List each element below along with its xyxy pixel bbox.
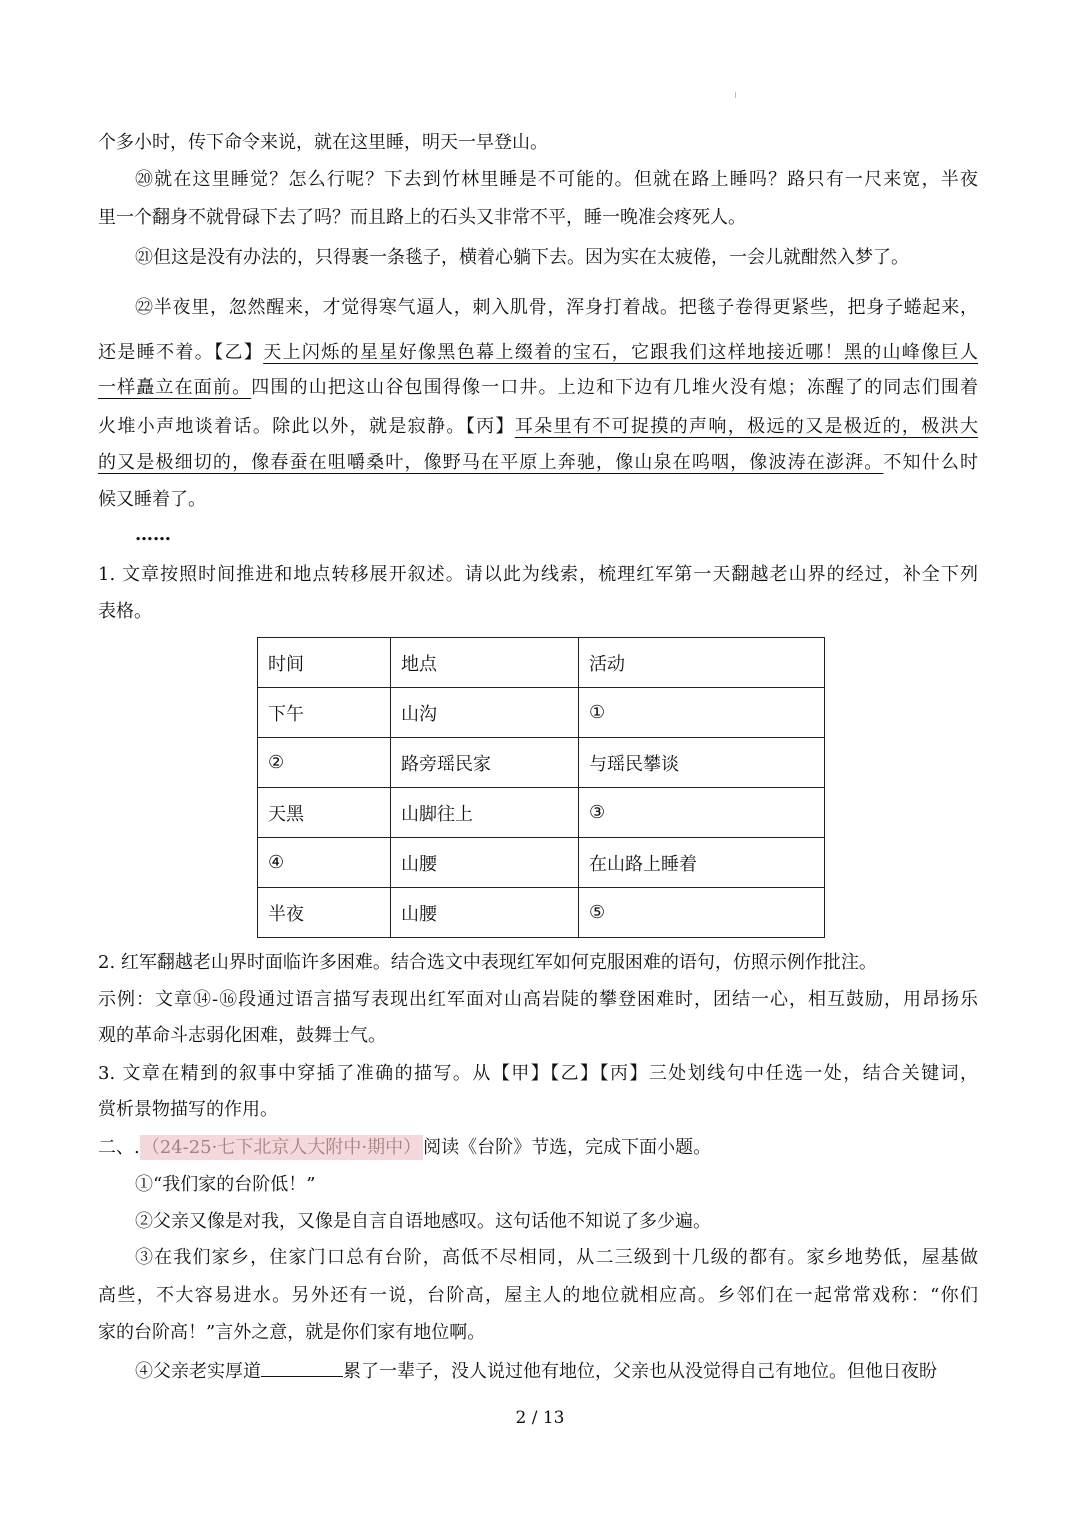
underlined-sentence-yi-end: 一样矗立在面前。: [98, 377, 252, 398]
paragraph-2: ②父亲又像是对我，又像是自言自语地感叹。这句话他不知说了多少遍。: [135, 1211, 711, 1232]
paragraph-22-line6: 候又睡着了。: [98, 489, 206, 510]
paragraph-22: ㉒半夜里，忽然醒来，才觉得寒气逼人，刺入肌骨，浑身打着战。把毯子卷得更紧些，把身子蜷起来，: [135, 297, 978, 318]
answer-table: [257, 637, 825, 938]
underlined-sentence-bing: 耳朵里有不可捉摸的声响，极远的又是极近的，极洪大: [514, 416, 979, 437]
cell: ②: [258, 738, 391, 788]
cell: ⑤: [579, 888, 825, 938]
cell: 路旁瑶民家: [391, 738, 579, 788]
question-2: 2. 红军翻越老山界时面临许多困难。结合选文中表现红军如何克服困难的语句，仿照示例作批注。: [98, 952, 877, 973]
text: 不知什么时: [883, 452, 978, 473]
section-2-heading: [98, 1136, 978, 1160]
paragraph-21: ㉑但这是没有办法的，只得裹一条毯子，横着心躺下去。因为实在太疲倦，一会儿就酣然入梦了。: [135, 247, 909, 268]
table-row: [258, 888, 825, 938]
cell: 下午: [258, 688, 391, 738]
section-instruction: 阅读《台阶》节选，完成下面小题。: [423, 1137, 712, 1158]
text: ④父亲老实厚道: [135, 1361, 261, 1382]
text: 四围的山把这山谷包围得像一口井。上边和下边有几堆火没有熄；冻醒了的同志们围着: [251, 377, 979, 398]
cell: 山脚往上: [391, 788, 579, 838]
paragraph-22-line5: [98, 451, 978, 475]
header-time: 时间: [258, 638, 391, 688]
question-3: 3. 文章在精到的叙事中穿插了准确的描写。从【甲】【乙】【丙】三处划线句中任选一处，结合关键词，: [98, 1063, 978, 1084]
fill-in-blank: [261, 1358, 343, 1377]
paragraph-22-line2: [98, 341, 978, 365]
table-row: [258, 688, 825, 738]
cell: 与瑶民攀谈: [579, 738, 825, 788]
section-number: 二、.: [98, 1137, 140, 1158]
paragraph-22-line3: [98, 376, 978, 400]
underlined-sentence-yi: 天上闪烁的星星好像黑色幕上缀着的宝石，它跟我们这样地接近哪！黑的山峰像巨人: [263, 342, 978, 363]
table-row: [258, 838, 825, 888]
paragraph-3-end: 家的台阶高！”言外之意，就是你们家有地位啊。: [98, 1322, 486, 1343]
header-activity: 活动: [579, 638, 825, 688]
cell: 天黑: [258, 788, 391, 838]
table-row: [258, 738, 825, 788]
table-row: [258, 788, 825, 838]
question-3-cont: 赏析景物描写的作用。: [98, 1099, 278, 1120]
cell: ④: [258, 838, 391, 888]
text: 累了一辈子，没人说过他有地位，父亲也从没觉得自己有地位。但他日夜盼: [343, 1361, 937, 1382]
source-tag: （24-25·七下北京人大附中·期中）: [141, 1137, 422, 1158]
page-number: 2 / 13: [515, 1408, 565, 1428]
question-1: 1. 文章按照时间推进和地点转移展开叙述。请以此为线索，梳理红军第一天翻越老山界的经过，补全下列: [98, 564, 978, 585]
question-2-example-cont: 观的革命斗志弱化困难，鼓舞士气。: [98, 1025, 386, 1046]
header-place: 地点: [391, 638, 579, 688]
paragraph-22-line4: [98, 415, 978, 439]
paragraph-line: 个多小时，传下命令来说，就在这里睡，明天一早登山。: [98, 132, 548, 153]
cell: ①: [579, 688, 825, 738]
scan-mark: [735, 92, 736, 98]
cell: 半夜: [258, 888, 391, 938]
question-1-cont: 表格。: [98, 601, 152, 622]
paragraph-1: ①“我们家的台阶低！”: [135, 1174, 316, 1195]
ellipsis: ……: [135, 524, 171, 545]
paragraph-20: ⑳就在这里睡觉？怎么行呢？下去到竹林里睡是不可能的。但就在路上睡吗？路只有一尺来宽，半夜: [135, 169, 978, 190]
question-2-example: 示例：文章⑭-⑯段通过语言描写表现出红军面对山高岩陡的攀登困难时，团结一心，相互鼓励，用昂扬乐: [98, 989, 978, 1010]
cell: ③: [579, 788, 825, 838]
text: 还是睡不着。【乙】: [98, 342, 264, 363]
cell: 山沟: [391, 688, 579, 738]
text: 火堆小声地谈着话。除此以外，就是寂静。【丙】: [98, 416, 515, 437]
cell: 山腰: [391, 888, 579, 938]
paragraph-4: [135, 1358, 978, 1384]
cell: 山腰: [391, 838, 579, 888]
paragraph-3-cont: 高些，不大容易进水。另外还有一说，台阶高，屋主人的地位就相应高。乡邻们在一起常常戏称：“你们: [98, 1285, 978, 1306]
cell: 在山路上睡着: [579, 838, 825, 888]
table-header-row: [258, 638, 825, 688]
paragraph-20-cont: 里一个翻身不就骨碌下去了吗？而且路上的石头又非常不平，睡一晚准会疼死人。: [98, 207, 746, 228]
paragraph-3: ③在我们家乡，住家门口总有台阶，高低不尽相同，从二三级到十几级的都有。家乡地势低，屋基做: [135, 1247, 978, 1268]
underlined-sentence-bing-end: 的又是极细切的，像春蚕在咀嚼桑叶，像野马在平原上奔驰，像山泉在呜咽，像波涛在澎湃。: [98, 452, 884, 473]
